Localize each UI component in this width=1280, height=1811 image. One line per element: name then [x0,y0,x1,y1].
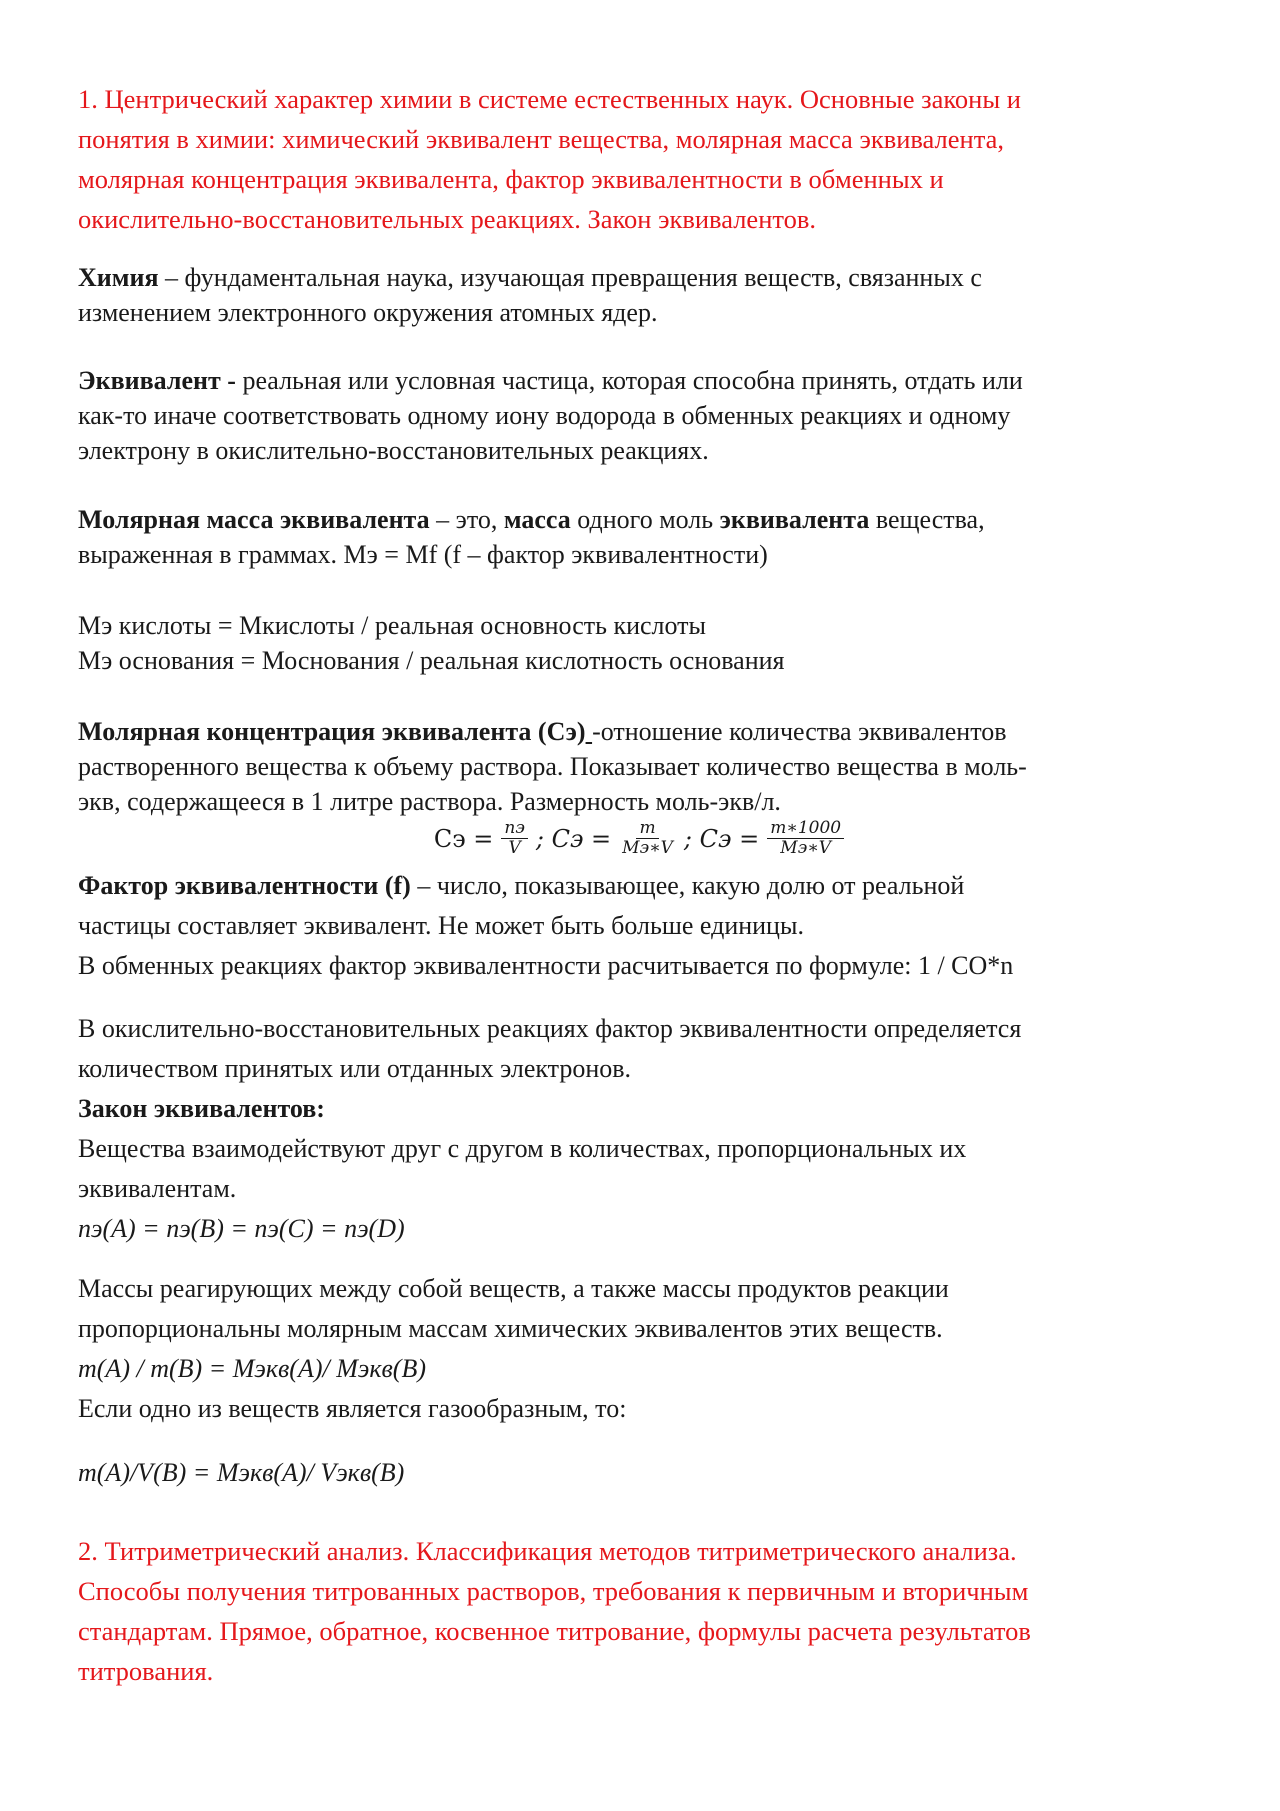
definition-text: В обменных реакциях фактор эквивалентности расчитывается по формуле: 1 / СО*n [78,951,1014,980]
definition-text: вещества, [869,505,985,534]
definition-text: как-то иначе соответствовать одному иону водорода в обменных реакциях и одному [78,401,1011,430]
term-chemistry: Химия [78,263,159,292]
molar-concentration-definition [78,714,1203,819]
numerator: m [636,819,658,839]
definition-text: растворенного вещества к объему раствора. Показывает количество вещества в моль- [78,752,1027,781]
definition-text: выраженная в граммах. Мэ = Mf (f – фактор эквивалентности) [78,540,768,569]
chemistry-definition [78,260,1203,330]
bold-word: эквивалента [719,505,870,534]
concentration-formula [0,819,1280,858]
fraction-m1000-over-mev [767,819,844,858]
heading-line: стандартам. Прямое, обратное, косвенное титрование, формулы расчета результатов [78,1616,1031,1646]
heading-line: окислительно-восстановительных реакциях. Закон эквивалентов. [78,204,816,234]
paragraph-line: Если одно из веществ является газообразным, то: [78,1394,627,1423]
heading-line: титрования. [78,1656,214,1686]
term-molar-concentration: Молярная концентрация эквивалента (Сэ) [78,717,586,746]
section-1-heading [78,79,1203,239]
heading-line: молярная концентрация эквивалента, фактор эквивалентности в обменных и [78,164,944,194]
definition-text: реальная или условная частица, которая способна принять, отдать или [235,366,1023,395]
formula-separator: ; Сэ = [535,824,612,853]
bold-word: масса [503,505,571,534]
fraction-m-over-mev [619,819,676,858]
section-2-heading [78,1531,1203,1691]
heading-line: Способы получения титрованных растворов, требования к первичным и вторичным [78,1576,1029,1606]
term-equivalent: Эквивалент - [78,366,236,395]
acid-base-formulas [78,608,1203,678]
gas-equation [78,1453,1203,1493]
denominator: Мэ∗V [622,838,673,858]
denominator: V [508,838,521,858]
definition-text: электрону в окислительно-восстановительных реакциях. [78,436,709,465]
definition-text: экв, содержащееся в 1 литре раствора. Размерность моль-экв/л. [78,787,781,816]
definition-text: – это, [429,505,504,534]
denominator: Мэ∗V [780,838,832,858]
mass-proportionality [78,1269,1203,1429]
equivalence-factor-definition [78,866,1203,986]
paragraph-line: Массы реагирующих между собой веществ, а также массы продуктов реакции [78,1274,949,1303]
formula-line: Мэ основания = Моснования / реальная кислотность основания [78,646,785,675]
molar-mass-definition [78,502,1203,572]
term-molar-mass: Молярная масса эквивалента [78,505,430,534]
definition-text: -отношение количества эквивалентов [592,717,1007,746]
formula-line: Мэ кислоты = Мкислоты / реальная основность кислоты [78,611,706,640]
redox-factor-text [78,1009,1203,1089]
equation: nэ(A) = nэ(B) = nэ(C) = nэ(D) [78,1214,405,1243]
numerator: nэ [501,819,527,839]
numerator: m∗1000 [767,819,844,839]
definition-text: частицы составляет эквивалент. Не может быть больше единицы. [78,911,804,940]
heading-line: 2. Титриметрический анализ. Классификация методов титриметрического анализа. [78,1536,1017,1566]
term-equivalence-factor: Фактор эквивалентности (f) [78,871,411,900]
heading-line: 1. Центрический характер химии в системе естественных наук. Основные законы и [78,84,1021,114]
law-of-equivalents [78,1089,1203,1249]
paragraph-line: эквивалентам. [78,1174,237,1203]
paragraph-line: количеством принятых или отданных электронов. [78,1054,632,1083]
equation: m(A)/V(B) = Mэкв(A)/ Vэкв(B) [78,1458,405,1487]
equivalent-definition [78,363,1203,468]
paragraph-line: В окислительно-восстановительных реакциях фактор эквивалентности определяется [78,1014,1022,1043]
fraction-n-over-v [501,819,527,858]
heading-line: понятия в химии: химический эквивалент вещества, молярная масса эквивалента, [78,124,1004,154]
definition-text: – число, показывающее, какую долю от реальной [410,871,965,900]
formula-separator: ; Сэ = [683,824,760,853]
formula-lhs: Сэ = [433,824,494,853]
definition-text: одного моль [570,505,720,534]
definition-text: – фундаментальная наука, изучающая превращения веществ, связанных с [158,263,982,292]
law-heading: Закон эквивалентов: [78,1094,325,1123]
definition-text: изменением электронного окружения атомных ядер. [78,298,658,327]
equation: m(A) / m(B) = Mэкв(A)/ Mэкв(B) [78,1354,426,1383]
paragraph-line: пропорциональны молярным массам химических эквивалентов этих веществ. [78,1314,943,1343]
paragraph-line: Вещества взаимодействуют друг с другом в количествах, пропорциональных их [78,1134,967,1163]
